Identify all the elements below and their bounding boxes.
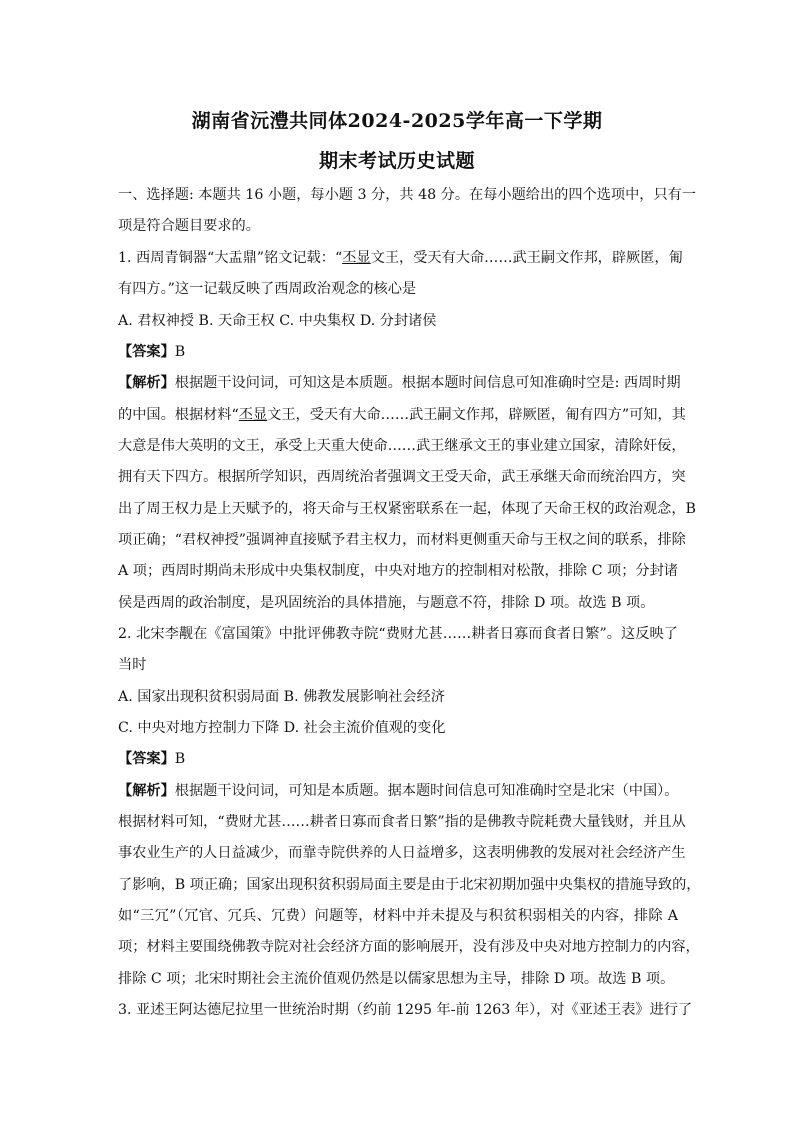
q1-analysis-underlined: 丕显 (238, 407, 268, 423)
q1-stem-text-a: 1. 西周青铜器“大盂鼎”铭文记载：“ (118, 250, 343, 266)
document-title-line2: 期末考试历史试题 (318, 150, 475, 172)
q2-options-line1: A. 国家出现积贫积弱局面 B. 佛教发展影响社会经济 (118, 689, 445, 705)
q2-analysis-line4: 了影响，B 项正确；国家出现积贫积弱局面主要是由于北宋初期加强中央集权的措施导致的， (118, 877, 701, 893)
section-instruction-line1: 一、选择题: 本题共 16 小题，每小题 3 分，共 48 分。在每小题给出的四个选项中，只有一 (118, 187, 697, 203)
q2-analysis-line1 (118, 781, 678, 801)
q2-answer (118, 749, 185, 769)
q1-analysis-label: 【解析】 (118, 375, 175, 391)
q2-analysis-line7: 排除 C 项；北宋时期社会主流价值观仍然是以儒家思想为主导，排除 D 项。故选 B 项。 (118, 971, 675, 987)
q1-analysis-line5: 出了周王权力是上天赋予的，将天命与王权紧密联系在一起，体现了天命王权的政治观念，B (118, 501, 696, 517)
q1-analysis-text-a: 的中国。根据材料“ (118, 407, 239, 423)
q1-analysis-line6: 项正确；“君权神授”强调神直接赋予君主权力，而材料更侧重天命与王权之间的联系，排除 (118, 532, 686, 548)
q2-answer-value: B (174, 751, 186, 767)
q1-stem-text-b: 文王，受天有大命……武王嗣文作邦，辟厥匿，匍 (370, 250, 683, 266)
q1-analysis-line3: 大意是伟大英明的文王，承受上天重大使命……武王继承文王的事业建立国家，清除奸佞， (118, 438, 686, 454)
q2-analysis-text: 根据题干设问词，可知是本质题。据本题时间信息可知准确时空是北宋（中国）。 (174, 783, 679, 799)
q1-stem-line2: 有四方。”这一记载反映了西周政治观念的核心是 (118, 281, 417, 297)
q1-answer (118, 342, 185, 362)
q1-options: A. 君权神授 B. 天命王权 C. 中央集权 D. 分封诸侯 (118, 313, 437, 329)
section-instruction-line2: 项是符合题目要求的。 (118, 218, 260, 234)
q1-analysis-line7: A 项；西周时期尚未形成中央集权制度，中央对地方的控制相对松散，排除 C 项；分封诸 (118, 563, 678, 579)
document-title-line1: 湖南省沅澧共同体2024-2025学年高一下学期 (191, 110, 603, 132)
q1-analysis-line2 (118, 405, 686, 425)
q3-stem-line1: 3. 亚述王阿达德尼拉里一世统治时期（约前 1295 年-前 1263 年），对《亚述王表》进行了 (118, 1002, 693, 1018)
q2-stem-line2: 当时 (118, 657, 147, 673)
q1-answer-label: 【答案】 (118, 344, 175, 360)
q1-analysis-text-b: 文王，受天有大命……武王嗣文作邦，辟厥匿，匍有四方”可知，其 (267, 407, 686, 423)
q2-analysis-line2: 根据材料可知，“费财尤甚……耕者日寡而食者日繁”指的是佛教寺院耗费大量钱财，并且从 (118, 814, 686, 830)
q2-analysis-label: 【解析】 (118, 783, 175, 799)
q2-stem-line1: 2. 北宋李觏在《富国策》中批评佛教寺院“费财尤甚……耕者日寡而食者日繁”。这反映了 (118, 626, 678, 642)
q1-stem-underlined: 丕显 (342, 250, 371, 266)
q2-analysis-line6: 项；材料主要围绕佛教寺院对社会经济方面的影响展开，没有涉及中央对地方控制力的内容， (118, 939, 700, 955)
q2-analysis-line5: 如“三冗”（冗官、冗兵、冗费）问题等，材料中并未提及与积贫积弱相关的内容，排除 A (118, 908, 678, 924)
q1-analysis-line8: 侯是西周的政治制度，是巩固统治的具体措施，与题意不符，排除 D 项。故选 B 项。 (118, 595, 655, 611)
q1-analysis-line1 (118, 373, 681, 393)
q2-answer-label: 【答案】 (118, 751, 175, 767)
q2-options-line2: C. 中央对地方控制力下降 D. 社会主流价值观的变化 (118, 720, 446, 736)
q2-analysis-line3: 事农业生产的人日益减少，而靠寺院供养的人日益增多，这表明佛教的发展对社会经济产生 (118, 845, 686, 861)
q1-answer-value: B (174, 344, 186, 360)
q1-analysis-text: 根据题干设问词，可知这是本质题。根据本题时间信息可知准确时空是: 西周时期 (174, 375, 681, 391)
q1-analysis-line4: 拥有天下四方。根据所学知识，西周统治者强调文王受天命，武王承继天命而统治四方，突 (118, 469, 686, 485)
q1-stem-line1 (118, 248, 683, 268)
